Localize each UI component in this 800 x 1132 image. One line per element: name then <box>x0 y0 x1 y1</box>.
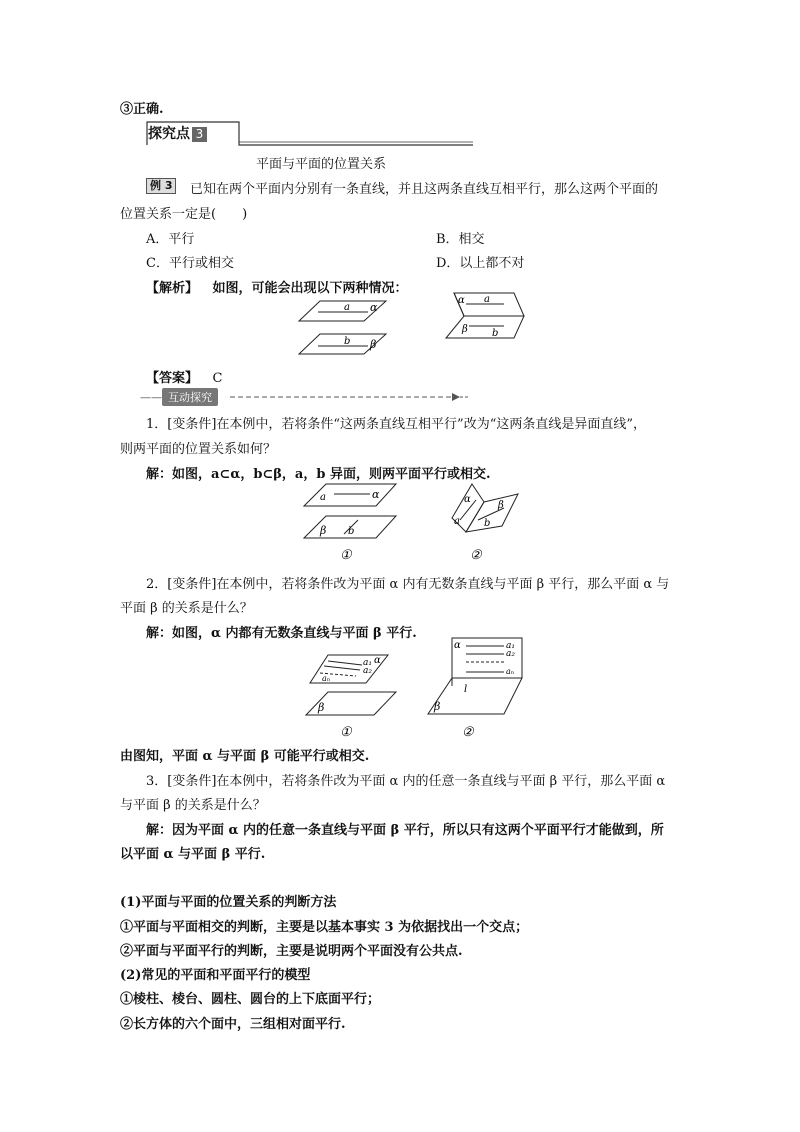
label-b-q1: b <box>348 526 355 537</box>
label-beta-q2: β <box>318 701 325 714</box>
figure-q2-intersecting <box>424 636 528 740</box>
label-an-q2b: aₙ <box>506 667 515 676</box>
q1-solution: 解：如图，a⊂α，b⊂β，a，b 异面，则两平面平行或相交. <box>146 467 491 482</box>
interactive-dash-line <box>230 390 470 404</box>
figure-q1-parallel <box>300 482 400 562</box>
label-beta: β <box>370 338 377 351</box>
label-a: a <box>344 302 350 313</box>
answer-label: 【答案】 <box>146 371 199 386</box>
answer-value: C <box>212 371 223 386</box>
q3-solution1: 解：因为平面 α 内的任意一条直线与平面 β 平行，所以只有这两个平面平行才能做到，所 <box>146 823 664 838</box>
label-a-q1b: a <box>454 516 460 527</box>
label-l-q2b: l <box>464 684 468 695</box>
label-a-2: a <box>484 294 490 305</box>
option-a: A．平行 <box>146 232 195 247</box>
interactive-label: 互动探究 <box>162 388 218 406</box>
summary-item-1: (1)平面与平面的位置关系的判断方法 <box>120 895 337 910</box>
label-b-q1b: b <box>484 518 491 529</box>
label-beta-q1: β <box>320 524 327 537</box>
label-a1-q2: a₁ <box>363 658 372 668</box>
label-alpha-q2b: α <box>454 640 461 651</box>
top-line: ③正确. <box>120 102 164 117</box>
section-label: 探究点 <box>148 126 190 142</box>
section-number: 3 <box>192 127 207 142</box>
q2-solution: 解：如图，α 内都有无数条直线与平面 β 平行. <box>146 626 417 641</box>
q3-line1: 3．[变条件]在本例中，若将条件改为平面 α 内的任意一条直线与平面 β 平行，那么平面 α <box>146 774 666 789</box>
q3-solution2: 以平面 α 与平面 β 平行. <box>120 847 266 862</box>
label-an-q2: aₙ <box>322 674 331 683</box>
figure-q2-num2: ② <box>462 725 474 740</box>
label-a1-q2b: a₁ <box>506 641 515 651</box>
summary-item-6: ②长方体的六个面中，三组相对面平行. <box>120 1017 346 1032</box>
q3-line2: 与平面 β 的关系是什么？ <box>120 798 266 813</box>
figure-q2-parallel <box>300 645 400 740</box>
summary-item-4: (2)常见的平面和平面平行的模型 <box>120 968 311 983</box>
label-a2-q2b: a₂ <box>506 649 515 659</box>
option-b: B．相交 <box>436 232 485 247</box>
label-b-2: b <box>492 328 499 339</box>
topic-title: 平面与平面的位置关系 <box>256 157 387 172</box>
summary-item-2: ①平面与平面相交的判断，主要是以基本事实 3 为依据找出一个交点； <box>120 920 529 935</box>
label-alpha-q1: α <box>372 488 380 501</box>
label-a2-q2: a₂ <box>363 666 372 676</box>
label-beta-2: β <box>462 324 468 335</box>
example-stem-line2: 位置关系一定是( ) <box>120 207 248 222</box>
label-alpha-q2: α <box>374 655 381 666</box>
option-d: D．以上都不对 <box>436 256 525 271</box>
figure-q1-intersecting <box>442 482 522 562</box>
figure-intersecting-planes <box>444 290 526 342</box>
analysis-label: 【解析】 <box>146 281 199 296</box>
summary-item-5: ①棱柱、棱台、圆柱、圆台的上下底面平行； <box>120 992 381 1007</box>
figure-q1-num1: ① <box>340 548 352 562</box>
label-beta-q1b: β <box>498 500 504 511</box>
example-stem-line1: 已知在两个平面内分别有一条直线，并且这两条直线互相平行，那么这两个平面的 <box>190 182 659 197</box>
label-alpha: α <box>370 301 378 314</box>
section-rule <box>145 118 475 148</box>
analysis-text: 如图，可能会出现以下两种情况： <box>212 281 408 296</box>
label-alpha-2: α <box>458 295 465 306</box>
q2-line1: 2．[变条件]在本例中，若将条件改为平面 α 内有无数条直线与平面 β 平行，那么平面 α 与 <box>146 577 670 592</box>
figure-q1-num2: ② <box>470 548 482 562</box>
figure-parallel-planes <box>298 298 390 360</box>
q2-conclusion: 由图知，平面 α 与平面 β 可能平行或相交. <box>120 749 370 764</box>
example-badge: 例 3 <box>146 178 176 194</box>
label-beta-q2b: β <box>434 700 441 713</box>
q1-line2: 则两平面的位置关系如何？ <box>120 442 277 457</box>
figure-q2-num1: ① <box>340 725 352 740</box>
interactive-header: —— 互动探究 <box>140 388 218 406</box>
label-b: b <box>344 336 351 347</box>
summary-item-3: ②平面与平面平行的判断，主要是说明两个平面没有公共点. <box>120 944 463 959</box>
label-a-q1: a <box>320 492 326 503</box>
q2-line2: 平面 β 的关系是什么？ <box>120 601 253 616</box>
q1-line1: 1．[变条件]在本例中，若将条件“这两条直线互相平行”改为“这两条直线是异面直线”， <box>146 417 646 432</box>
label-alpha-q1b: α <box>464 494 471 505</box>
option-c: C．平行或相交 <box>146 256 234 271</box>
